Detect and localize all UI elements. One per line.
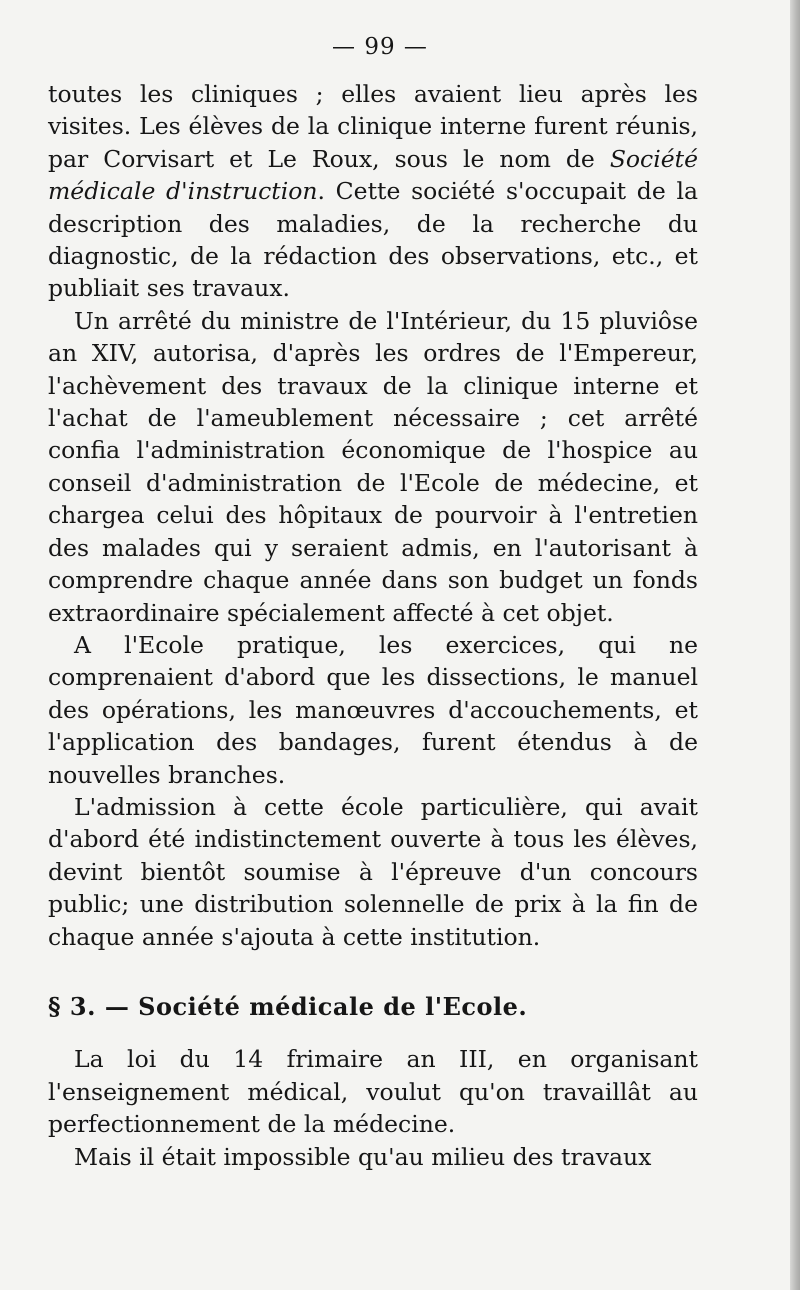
section-paragraph-1: La loi du 14 frimaire an III, en organisant l'enseignement médical, voulut qu'on travaillât au perfectionnement de la médecine. xyxy=(48,1045,698,1139)
page-number: — 99 — xyxy=(332,34,428,60)
section-heading: § 3. — Société médicale de l'Ecole. xyxy=(48,991,528,1021)
society-name-italic: Société médicale d'instruction xyxy=(48,144,698,206)
paragraph-3: A l'Ecole pratique, les exercices, qui ne comprenaient d'abord que les dissections, le manuel des opérations, les manœuvres d'accouchements, et l'application des bandages, furent étendus à de nouvelles branches. xyxy=(48,630,698,789)
paragraph-1-text-end: . Cette société s'occupait de la description des maladies, de la recherche du diagnostic, de la rédaction des observations, etc., et publiait ses travaux. xyxy=(48,177,698,303)
page-body xyxy=(48,78,698,1173)
paragraph-1 xyxy=(48,78,698,305)
section-paragraph-2: Mais il était impossible qu'au milieu des travaux xyxy=(74,1142,652,1171)
paragraph-2: Un arrêté du ministre de l'Intérieur, du 15 pluviôse an XIV, autorisa, d'après les ordres de l'Empereur, l'achèvement des travaux de la clinique interne et l'achat de l'ameublement nécessaire ; cet arrêté confia l'administration économique de l'hospice au conseil d'administration de l'Ecole de médecine, et chargea celui des hôpitaux de pourvoir à l'entretien des malades qui y seraient admis, en l'autorisant à comprendre chaque année dans son budget un fonds extraordinaire spécialement affecté à cet objet. xyxy=(48,306,698,627)
paragraph-1-text-start: toutes les cliniques ; elles avaient lieu après les visites. Les élèves de la clinique interne furent réunis, par Corvisart et Le Roux, sous le nom de xyxy=(48,80,698,173)
scan-edge-shadow xyxy=(790,0,800,1290)
paragraph-4: L'admission à cette école particulière, qui avait d'abord été indistinctement ouverte à tous les élèves, devint bientôt soumise à l'épreuve d'un concours public; une distribution solennelle de prix à la fin de chaque année s'ajouta à cette institution. xyxy=(48,792,698,951)
